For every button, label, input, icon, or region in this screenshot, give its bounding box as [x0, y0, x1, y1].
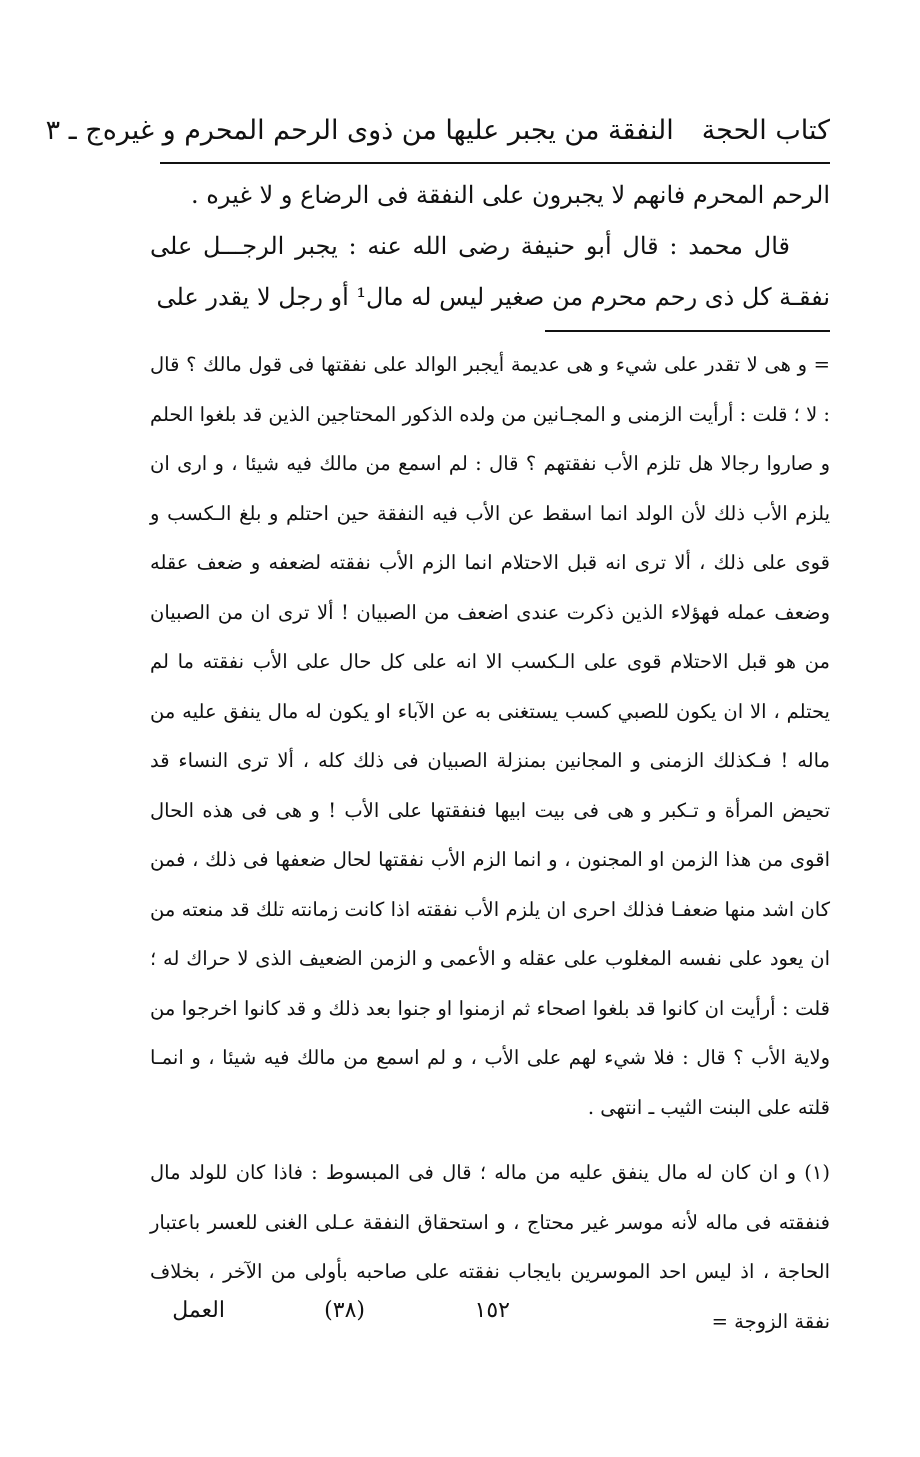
book-title: كتاب الحجة	[701, 114, 830, 146]
running-head	[45, 104, 830, 156]
main-paragraph: قال محمد : قال أبو حنيفة رضى الله عنه : يجبر الرجـــل على نفقـة كل ذى رحم محرم من صغير ليس له مال¹ أو رجل لا يقدر على	[150, 232, 830, 311]
continued-note: = و هى لا تقدر على شيء و هى عديمة أيجبر الوالد على نفقتها فى قول مالك ؟ قال : لا ؛ قلت : أرأيت الزمنى و المجـانين من ولده الذكور المحتاجين الذين قد بلغوا الحلم و صاروا رجالا هل تلزم الأب نفقتهم ؟ قال : لم اسمع من مالك فيه شيئا ، و ارى ان يلزم الأب ذلك لأن الولد انما اسقط عن الأب فيه النفقة حين احتلم و بلغ الـكسب و قوى على ذلك ، ألا ترى انه قبل الاحتلام انما الزم الأب نفقته لضعفه و ضعف عقله وضعف عمله فهؤلاء الذين ذكرت عندى اضعف من الصبيان ! ألا ترى ان من الصبيان من هو قبل الاحتلام قوى على الـكسب الا انه على كل حال على الأب نفقته ما لم يحتلم ، الا ان يكون للصبي كسب يستغنى به عن الآباء او يكون له مال ينفق عليه من ماله ! فـكذلك الزمنى و المجانين بمنزلة الصبيان فى ذلك كله ، ألا ترى النساء قد تحيض المرأة و تـكبر و هى فى بيت ابيها فنفقتها على الأب ! و هى فى هذه الحال اقوى من هذا الزمن او المجنون ، و انما الزم الأب نفقتها لحال ضعفها فى ذلك ، فمن كان اشد منها ضعفـا فذلك احرى ان يلزم الأب نفقته اذا كانت زمانته تلك قد منعته من ان يعود على نفسه المغلوب على عقله و الأعمى و الزمن الضعيف الذى لا حراك له ؛ قلت : أرأيت ان كانوا قد بلغوا اصحاء ثم ازمنوا او جنوا بعد ذلك و قد كانوا اخرجوا من ولاية الأب ؟ قال : فلا شيء لهم على الأب ، و لم اسمع من مالك فيه شيئا ، و انمـا قلته على البنت الثيب ـ انتهى .	[150, 353, 830, 1119]
page-number: ١٥٢	[474, 1298, 510, 1323]
signature-mark: (٣٨)	[324, 1298, 365, 1323]
chapter-title: النفقة من يجبر عليها من ذوى الرحم المحرم و غيره	[102, 114, 674, 146]
running-head-titles	[103, 115, 830, 146]
page-footer	[150, 1298, 790, 1338]
header-rule	[160, 162, 830, 164]
volume-label: ج ـ ٣	[45, 114, 103, 146]
notes-section	[150, 340, 830, 1346]
footnote-1: (١) و ان كان له مال ينفق عليه من ماله ؛ قال فى المبسوط : فاذا كان للولد مال فنفقته فى ماله لأنه موسر غير محتاج ، و استحقاق النفقة عـلى الغنى للعسر باعتبار الحاجة ، اذ ليس احد الموسرين بايجاب نفقته على صاحبه بأولى من الآخر ، بخلاف نفقة الزوجة =	[150, 1161, 830, 1333]
main-text	[150, 170, 830, 323]
footnote-rule	[545, 330, 830, 332]
work-label: العمل	[172, 1298, 225, 1323]
continuation-line: الرحم المحرم فانهم لا يجبرون على النفقة فى الرضاع و لا غيره .	[191, 181, 830, 209]
